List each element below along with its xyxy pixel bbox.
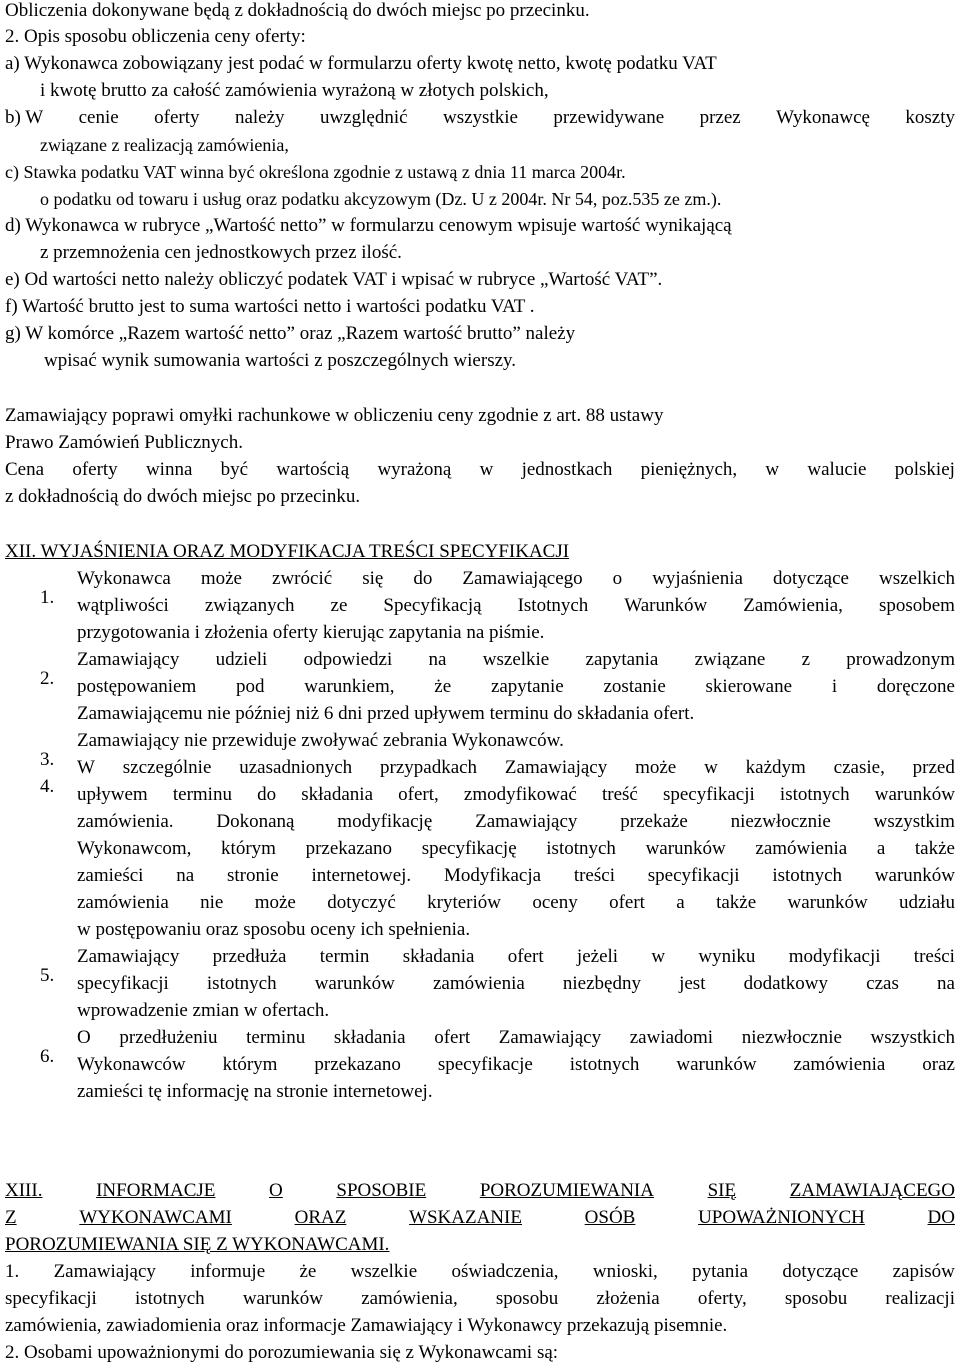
word: warunków [645, 838, 726, 859]
word: o [612, 568, 623, 589]
word: zwrócić [272, 568, 333, 589]
word: na [936, 973, 955, 994]
list-item-line [77, 946, 955, 968]
word: wnioski, [592, 1261, 658, 1282]
list-item-last-line: w postępowaniu oraz sposobu oceny ich spełnienia. [77, 919, 471, 940]
word: modyfikacji [788, 946, 881, 967]
word: internetowej. [311, 865, 412, 886]
word: oferty [154, 107, 200, 128]
word: może [200, 568, 242, 589]
list-item-2-title: 2. Opis sposobu obliczenia ceny oferty: [5, 26, 306, 47]
word: skierowane [705, 676, 793, 697]
word: stronie [226, 865, 279, 886]
word: jednostkach [521, 459, 613, 480]
word: udziału [899, 892, 955, 913]
word: zapytanie [490, 676, 564, 697]
price-line-2: z dokładnością do dwóch miejsc po przecinku. [5, 486, 361, 507]
section-xiii-p1-line-3: zamówienia, zawiadomienia oraz informacje Zamawiający i Wykonawcy przekazują pisemnie. [5, 1315, 728, 1336]
word: ofert [434, 1027, 471, 1048]
word: w [765, 459, 780, 480]
word: także [914, 838, 955, 859]
word: kryteriów [427, 892, 501, 913]
word: specyfikacji [77, 973, 169, 994]
word: ORAZ [294, 1207, 347, 1228]
word: przedłużeniu [119, 1027, 218, 1048]
word: doręczone [876, 676, 955, 697]
word: b) W [5, 107, 44, 128]
word: terminu [246, 1027, 306, 1048]
word: szczególnie [122, 757, 212, 778]
word: związane [694, 649, 766, 670]
word: dodatkowy [743, 973, 829, 994]
word: czas [866, 973, 899, 994]
item-c-line-2: o podatku od towaru i usług oraz podatku akcyzowym (Dz. U z 2004r. Nr 54, poz.535 ze zm.). [40, 189, 722, 209]
section-xii-heading: XII. WYJAŚNIENIA ORAZ MODYFIKACJA TREŚCI SPECYFIKACJI [5, 541, 570, 562]
word: zapytania [585, 649, 659, 670]
list-number: 4. [40, 776, 55, 797]
word: przekazano [305, 838, 393, 859]
word: składania [333, 1027, 406, 1048]
word: sposobu [495, 1288, 559, 1309]
word: Dokonaną [216, 811, 295, 832]
word: odpowiedzi [303, 649, 393, 670]
word: Wykonawców [77, 1054, 186, 1075]
word: Istotnych [517, 595, 589, 616]
item-a-line-2: i kwotę brutto za całość zamówienia wyrażoną w złotych polskich, [40, 80, 549, 101]
word: walucie [807, 459, 867, 480]
word: specyfikacje [437, 1054, 533, 1075]
word: także [716, 892, 757, 913]
word: do [257, 784, 277, 805]
section-xiii-heading-line-1 [5, 1180, 955, 1202]
word: uzasadnionych [239, 757, 353, 778]
word: oświadczenia, [451, 1261, 559, 1282]
word: każdym [745, 757, 806, 778]
word: specyfikację [421, 838, 517, 859]
word: wątpliwości [77, 595, 169, 616]
section-xiii-p2: 2. Osobami upoważnionymi do porozumiewania się z Wykonawcami są: [5, 1342, 559, 1363]
word: niezwłocznie [741, 1027, 842, 1048]
word: przedłuża [212, 946, 287, 967]
list-number: 6. [40, 1046, 55, 1067]
word: WYKONAWCAMI [79, 1207, 232, 1228]
word: SPOSOBIE [336, 1180, 427, 1201]
word: zmodyfikować [463, 784, 577, 805]
word: zostanie [603, 676, 666, 697]
word: cenie [78, 107, 119, 128]
list-item-line [77, 1054, 955, 1076]
word: składania [402, 946, 475, 967]
word: zamówienia. [77, 811, 174, 832]
list-item-line [77, 757, 955, 779]
word: nie [200, 892, 224, 913]
list-item-line [77, 973, 955, 995]
list-item-line [77, 595, 955, 617]
word: którym [222, 1054, 278, 1075]
word: specyfikacji [647, 865, 740, 886]
word: ze [330, 595, 348, 616]
word: na [176, 865, 195, 886]
word: istotnych [779, 784, 850, 805]
word: wyniku [698, 946, 756, 967]
word: jest [679, 973, 706, 994]
word: sposobu [784, 1288, 848, 1309]
word: Zamówienia, [743, 595, 843, 616]
word: ofert, [398, 784, 439, 805]
word: winna [145, 459, 193, 480]
word: zawiadomi [629, 1027, 714, 1048]
word: Zamawiający [77, 649, 180, 670]
word: oraz [922, 1054, 955, 1075]
word: warunków [874, 865, 955, 886]
list-number: 1. [40, 587, 55, 608]
word: WSKAZANIE [409, 1207, 522, 1228]
word: ZAMAWIAJĄCEGO [789, 1180, 955, 1201]
word: dotyczące [782, 1261, 859, 1282]
word: Cena [5, 459, 45, 480]
word: warunków [874, 784, 955, 805]
item-a-line-1: a) Wykonawca zobowiązany jest podać w formularzu oferty kwotę netto, kwotę podatku VAT [5, 53, 717, 74]
word: niezwłocznie [730, 811, 831, 832]
word: treści [573, 865, 615, 886]
word: wszelkich [878, 568, 955, 589]
word: Zamawiający [53, 1261, 156, 1282]
list-item-last-line: wprowadzenie zmian w ofertach. [77, 1000, 330, 1021]
word: dotyczące [773, 568, 849, 589]
word: Z [5, 1207, 17, 1228]
word: SIĘ [707, 1180, 737, 1201]
word: może [254, 892, 296, 913]
word: Wykonawcę [776, 107, 870, 128]
item-g-line-2: wpisać wynik sumowania wartości z poszczególnych wierszy. [44, 350, 517, 371]
word: polskiej [894, 459, 955, 480]
word: oferty [72, 459, 118, 480]
word: termin [319, 946, 370, 967]
word: pod [236, 676, 265, 697]
word: realizacji [885, 1288, 955, 1309]
section-xiii-heading-line-2 [5, 1207, 955, 1229]
word: wartością [276, 459, 350, 480]
word: przez [699, 107, 741, 128]
word: warunkiem, [304, 676, 395, 697]
word: do [413, 568, 433, 589]
word: na [428, 649, 447, 670]
word: Zamawiający [77, 946, 180, 967]
word: w [704, 757, 718, 778]
list-item-last-line: Zamawiającemu nie później niż 6 dni przed upływem terminu do składania ofert. [77, 703, 695, 724]
word: Specyfikacją [383, 595, 482, 616]
list-item-line [77, 784, 955, 806]
word: treść [601, 784, 638, 805]
word: koszty [905, 107, 955, 128]
word: którym [221, 838, 276, 859]
word: zamówienia, [361, 1288, 458, 1309]
word: Warunków [624, 595, 708, 616]
word: W [77, 757, 95, 778]
word: składania [301, 784, 374, 805]
word: a [876, 838, 886, 859]
word: postępowaniem [77, 676, 197, 697]
word: w [651, 946, 666, 967]
word: INFORMACJE [96, 1180, 216, 1201]
list-item-line [77, 568, 955, 590]
word: DO [927, 1207, 955, 1228]
word: Zamawiającego [462, 568, 583, 589]
word: zamieści [77, 865, 144, 886]
word: warunków [787, 892, 868, 913]
word: informuje [190, 1261, 266, 1282]
word: istotnych [772, 865, 843, 886]
word: OSÓB [584, 1207, 636, 1228]
word: ofert [609, 892, 645, 913]
word: jeżeli [576, 946, 619, 967]
word: treści [913, 946, 955, 967]
word: czasie, [833, 757, 885, 778]
word: zapisów [892, 1261, 955, 1282]
word: związanych [204, 595, 295, 616]
word: UPOWAŻNIONYCH [698, 1207, 865, 1228]
word: że [299, 1261, 317, 1282]
word: sposobem [878, 595, 955, 616]
word: Wykonawcom, [77, 838, 192, 859]
item-c-line-1: c) Stawka podatku VAT winna być określona zgodnie z ustawą z dnia 11 marca 2004r. [5, 162, 626, 182]
list-item-line [77, 1027, 955, 1049]
word: że [434, 676, 452, 697]
word: istotnych [546, 838, 616, 859]
item-b-line-2: związane z realizacją zamówienia, [40, 135, 289, 155]
item-b-line-1 [5, 107, 955, 129]
section-xiii-heading-line-3: POROZUMIEWANIA SIĘ Z WYKONAWCAMI. [5, 1234, 390, 1255]
word: prowadzonym [846, 649, 955, 670]
list-item-last-line: Zamawiający nie przewiduje zwoływać zebrania Wykonawców. [77, 730, 564, 751]
list-item-line [77, 892, 955, 914]
word: Modyfikacja [443, 865, 542, 886]
word: modyfikację [337, 811, 433, 832]
word: Zamawiający [498, 1027, 602, 1048]
word: wszystkich [870, 1027, 955, 1048]
corrections-line-1: Zamawiający poprawi omyłki rachunkowe w obliczeniu ceny zgodnie z art. 88 ustawy [5, 405, 664, 426]
word: wyjaśnienia [652, 568, 743, 589]
word: XIII. [5, 1180, 43, 1201]
word: przekaże [620, 811, 688, 832]
word: 1. [5, 1261, 20, 1282]
list-item-last-line: zamieści tę informację na stronie internetowej. [77, 1081, 433, 1102]
word: przed [912, 757, 955, 778]
list-number: 5. [40, 965, 55, 986]
word: a [676, 892, 685, 913]
word: się [362, 568, 384, 589]
word: z [801, 649, 810, 670]
word: zamówienia [755, 838, 848, 859]
word: przypadkach [380, 757, 478, 778]
word: pytania [692, 1261, 749, 1282]
list-item-line [77, 838, 955, 860]
word: oceny [532, 892, 578, 913]
list-item-line [77, 811, 955, 833]
item-f-line: f) Wartość brutto jest to suma wartości netto i wartości podatku VAT . [5, 296, 535, 317]
word: i [831, 676, 838, 697]
item-d-line-2: z przemnożenia cen jednostkowych przez ilość. [40, 242, 402, 263]
word: pieniężnych, [640, 459, 738, 480]
word: należy [234, 107, 285, 128]
word: ofert [507, 946, 544, 967]
calc-precision-line: Obliczenia dokonywane będą z dokładnością do dwóch miejsc po przecinku. [5, 0, 590, 21]
word: w [479, 459, 494, 480]
word: przekazano [314, 1054, 401, 1075]
list-item-last-line: przygotowania i złożenia oferty kierując zapytania na piśmie. [77, 622, 545, 643]
word: może [635, 757, 677, 778]
word: warunków [676, 1054, 757, 1075]
word: Zamawiający [504, 757, 608, 778]
word: istotnych [569, 1054, 640, 1075]
list-item-line [77, 649, 955, 671]
word: O [269, 1180, 283, 1201]
word: wszelkie [482, 649, 550, 670]
word: zamówienia [433, 973, 525, 994]
word: O [77, 1027, 91, 1048]
word: wszystkim [873, 811, 955, 832]
word: oferty, [697, 1288, 747, 1309]
word: zamówienia [77, 892, 169, 913]
word: Zamawiający [475, 811, 578, 832]
word: warunków [242, 1288, 324, 1309]
item-e-line: e) Od wartości netto należy obliczyć podatek VAT i wpisać w rubryce „Wartość VAT”. [5, 269, 663, 290]
word: udzieli [215, 649, 268, 670]
list-number: 2. [40, 668, 55, 689]
word: niezbędny [562, 973, 641, 994]
word: zamówienia [793, 1054, 886, 1075]
list-item-line [77, 865, 955, 887]
word: upływem [77, 784, 148, 805]
corrections-line-2: Prawo Zamówień Publicznych. [5, 432, 243, 453]
word: dotyczyć [327, 892, 396, 913]
word: wszystkie [442, 107, 518, 128]
word: być [220, 459, 249, 480]
word: wyrażoną [377, 459, 452, 480]
item-g-line-1: g) W komórce „Razem wartość netto” oraz „Razem wartość brutto” należy [5, 323, 576, 344]
word: POROZUMIEWANIA [479, 1180, 654, 1201]
word: warunków [314, 973, 395, 994]
section-xiii-p1-line-2 [5, 1288, 955, 1310]
word: specyfikacji [5, 1288, 97, 1309]
list-item-line [77, 676, 955, 698]
word: istotnych [206, 973, 277, 994]
word: istotnych [134, 1288, 205, 1309]
word: wszelkie [350, 1261, 418, 1282]
word: terminu [172, 784, 232, 805]
word: przewidywane [553, 107, 665, 128]
section-xiii-p1-line-1 [5, 1261, 955, 1283]
word: złożenia [596, 1288, 660, 1309]
word: uwzględnić [319, 107, 408, 128]
list-number: 3. [40, 749, 55, 770]
word: specyfikacji [662, 784, 755, 805]
item-d-line-1: d) Wykonawca w rubryce „Wartość netto” w formularzu cenowym wpisuje wartość wynikającą [5, 215, 732, 236]
price-line-1 [5, 459, 955, 481]
word: Wykonawca [77, 568, 171, 589]
